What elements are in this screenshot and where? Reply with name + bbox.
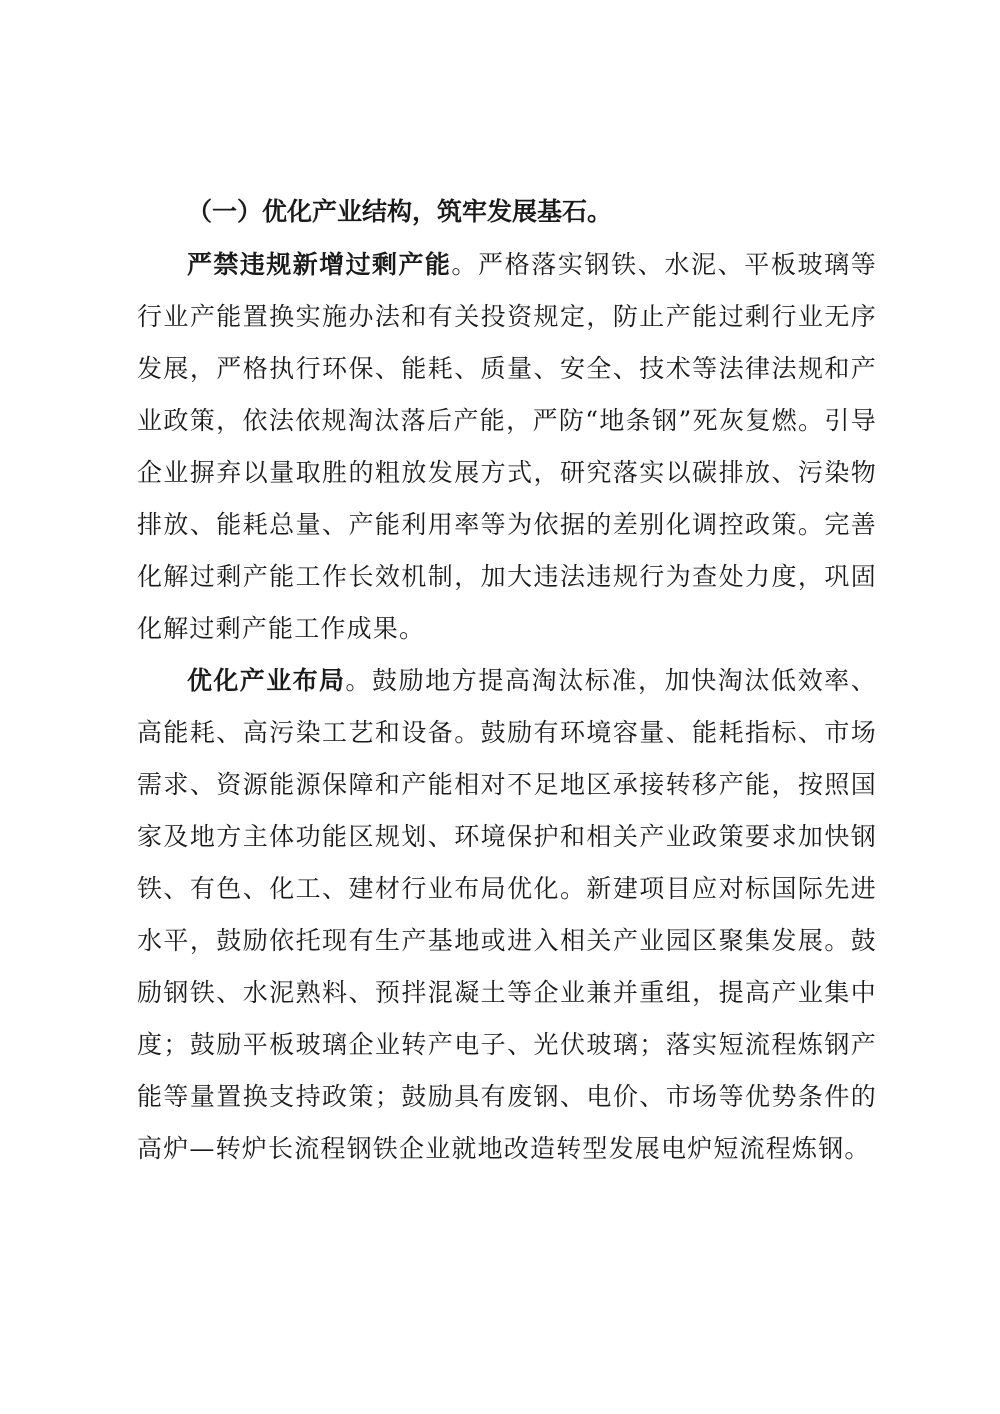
paragraph-lead: 严禁违规新增过剩产能 — [187, 250, 452, 279]
section-heading: （一）优化产业结构，筑牢发展基石。 — [187, 197, 613, 226]
paragraph-lead: 优化产业布局 — [187, 666, 346, 695]
paragraph-body: 。严格落实钢铁、水泥、平板玻璃等行业产能置换实施办法和有关投资规定，防止产能过剩行业无序发展，严格执行环保、能耗、质量、安全、技术等法律法规和产业政策，依法依规淘汰落后产能，严防“地条钢”死灰复燃。引导企业摒弃以量取胜的粗放发展方式，研究落实以碳排放、污染物排放、能耗总量、产能利用率等为依据的差别化调控政策。完善化解过剩产能工作长效机制，加大违法违规行为查处力度，巩固化解过剩产能工作成果。 — [137, 250, 877, 643]
document-body — [137, 187, 877, 1175]
paragraph-body: 。鼓励地方提高淘汰标准，加快淘汰低效率、高能耗、高污染工艺和设备。鼓励有环境容量、能耗指标、市场需求、资源能源保障和产能相对不足地区承接转移产能，按照国家及地方主体功能区规划、环境保护和相关产业政策要求加快钢铁、有色、化工、建材行业布局优化。新建项目应对标国际先进水平，鼓励依托现有生产基地或进入相关产业园区聚集发展。鼓励钢铁、水泥熟料、预拌混凝土等企业兼并重组，提高产业集中度；鼓励平板玻璃企业转产电子、光伏玻璃；落实短流程炼钢产能等量置换支持政策；鼓励具有废钢、电价、市场等优势条件的高炉—转炉长流程钢铁企业就地改造转型发展电炉短流程炼钢。 — [137, 666, 877, 1163]
paragraph-layout — [137, 655, 877, 1175]
paragraph-overcapacity — [137, 239, 877, 655]
